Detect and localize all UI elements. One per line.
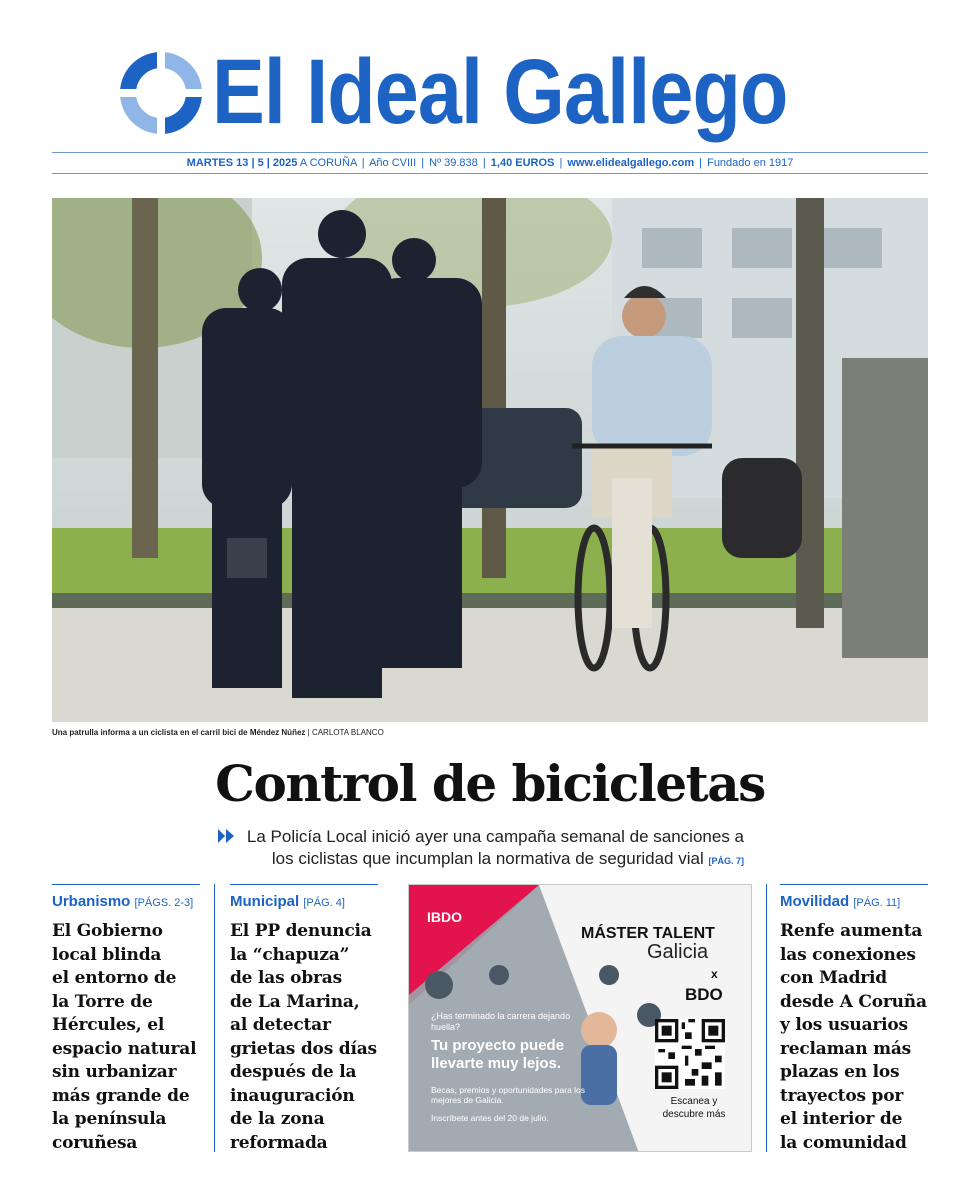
story-column-movilidad: [780, 884, 928, 1155]
subhead-line-1: La Policía Local inició ayer una campaña semanal de sanciones a: [246, 827, 744, 846]
section-kicker: [230, 893, 378, 910]
edition-city: A CORUÑA: [299, 157, 357, 169]
story-headline[interactable]: El Gobierno local blinda el entorno de la Torre de Hércules, el espacio natural sin urbanizar más grande de la península coruñesa: [52, 921, 197, 1153]
qr-code-icon[interactable]: [655, 1019, 725, 1089]
website-link[interactable]: www.elidealgallego.com: [567, 157, 695, 169]
edition-issue: Nº 39.838: [429, 157, 478, 169]
lead-page-ref[interactable]: [PÁG. 7]: [708, 856, 744, 866]
ad-deadline: Inscríbete antes del 20 de julio.: [431, 1113, 549, 1123]
ad-question: ¿Has terminado la carrera dejando huella?: [431, 1011, 571, 1032]
ad-details: Becas, premios y oportunidades para los mejores de Galicia.: [431, 1085, 586, 1105]
lead-headline[interactable]: Control de bicicletas: [215, 754, 765, 813]
story-column-municipal: [230, 884, 378, 1155]
subhead-line-2-text: los ciclistas que incumplan la normativa de seguridad vial: [271, 849, 704, 868]
column-rule: [780, 884, 928, 885]
section-pages: [PÁG. 11]: [853, 897, 901, 909]
edition-date: MARTES 13 | 5 | 2025: [186, 157, 298, 169]
lead-subhead: [218, 826, 778, 872]
ad-qr-label: Escanea y descubre más: [662, 1096, 726, 1120]
double-arrow-icon: [218, 829, 236, 843]
ad-slogan: Tu proyecto puede llevarte muy lejos.: [431, 1037, 565, 1072]
lead-photo: [52, 198, 928, 722]
photo-credit: CARLOTA BLANCO: [311, 728, 384, 737]
story-headline[interactable]: Renfe aumenta las conexiones con Madrid desde A Coruña y los usuarios reclaman más plazas en los trayectos por el interior de la comunidad: [780, 921, 927, 1153]
section-pages: [PÁG. 4]: [303, 897, 345, 909]
section-kicker: [52, 893, 200, 910]
section-name: Movilidad: [780, 893, 850, 910]
photo-caption: Una patrulla informa a un ciclista en el carril bici de Méndez Núñez | CARLOTA BLANCO: [52, 728, 384, 737]
police-cyclist-photo: [52, 198, 928, 722]
column-rule: [52, 884, 200, 885]
newspaper-logo-icon: [120, 52, 202, 134]
ad-title-x: x: [711, 967, 718, 981]
ad-brand-logo: IBDO: [427, 909, 462, 925]
section-name: Urbanismo: [52, 893, 131, 910]
edition-info-bar: MARTES 13 | 5 | 2025 A CORUÑA | Año CVIII | Nº 39.838 | 1,40 EUROS | www.elidealgallego.com | Fundado en 1917: [52, 152, 928, 174]
column-divider: [214, 884, 215, 1152]
column-divider: [766, 884, 767, 1152]
masthead: [0, 40, 980, 150]
story-headline[interactable]: El PP denuncia la “chapuza” de las obras de La Marina, al detectar grietas dos días después de la inauguración de la zona reformada: [230, 921, 377, 1153]
founded-note: Fundado en 1917: [707, 157, 794, 169]
ad-title-line-2: Galicia: [647, 941, 709, 963]
bdo-advertisement[interactable]: [408, 884, 752, 1152]
ad-title-line-1: MÁSTER TALENT: [581, 925, 715, 942]
subhead-line-2: [218, 848, 778, 872]
ad-title-brand: BDO: [685, 985, 723, 1004]
section-pages: [PÁGS. 2-3]: [134, 897, 194, 909]
newspaper-title: El Ideal Gallego: [212, 41, 788, 143]
edition-price: 1,40 EUROS: [490, 157, 555, 169]
edition-year: Año CVIII: [369, 157, 417, 169]
section-kicker: [780, 893, 928, 910]
story-column-urbanismo: [52, 884, 200, 1155]
section-name: Municipal: [230, 893, 300, 910]
column-rule: [230, 884, 378, 885]
caption-text: Una patrulla informa a un ciclista en el carril bici de Méndez Núñez: [52, 728, 306, 737]
